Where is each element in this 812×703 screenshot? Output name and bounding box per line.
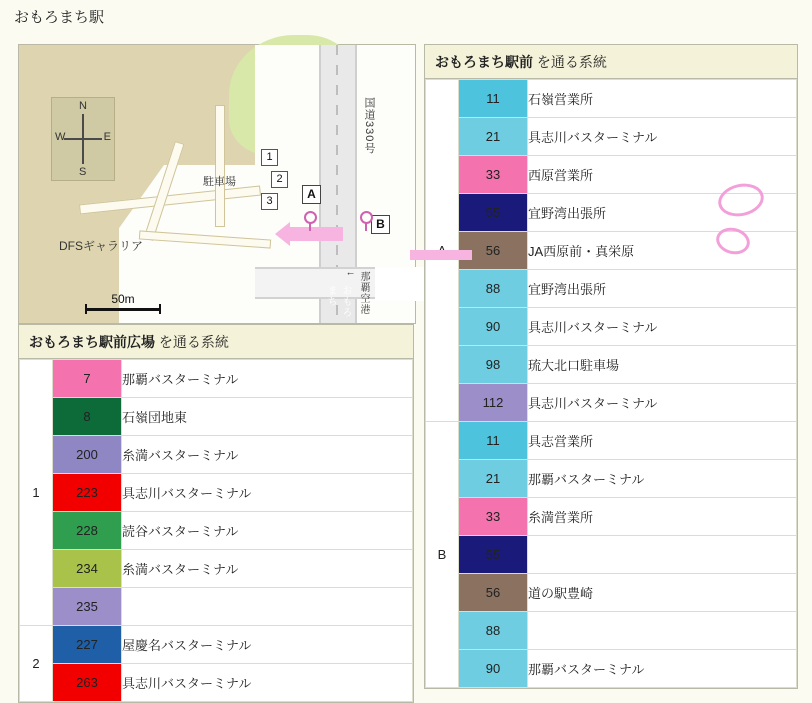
route-destination: 糸満バスターミナル (122, 436, 413, 474)
map-stop-marker-a[interactable]: A (302, 185, 321, 204)
route-destination: 具志川バスターミナル (122, 664, 413, 702)
route-number-badge[interactable]: 56 (459, 574, 528, 612)
map-scale-bar (85, 292, 161, 311)
table-row (20, 588, 413, 626)
panel-right-header-main: おもろまち駅前 (435, 54, 533, 70)
route-destination: 読谷バスターミナル (122, 512, 413, 550)
map-scale-label: 50m (111, 292, 135, 306)
route-destination: 西原営業所 (528, 156, 797, 194)
panel-left-header-suffix: を通る系統 (155, 334, 229, 350)
route-destination: 具志営業所 (528, 422, 797, 460)
map-stop-marker-b[interactable]: B (371, 215, 390, 234)
table-row (426, 422, 797, 460)
route-destination: 那覇バスターミナル (122, 360, 413, 398)
route-number-badge[interactable]: 21 (459, 460, 528, 498)
bus-stop-pin-icon (360, 211, 373, 224)
route-destination: 道の駅豊崎 (528, 574, 797, 612)
compass-rose (51, 97, 115, 181)
table-row (426, 80, 797, 118)
table-row (426, 346, 797, 384)
panel-left-header (19, 325, 413, 359)
route-number-badge[interactable]: 90 (459, 650, 528, 688)
table-row (426, 612, 797, 650)
route-destination: 石嶺団地東 (122, 398, 413, 436)
route-destination: JA西原前・真栄原 (528, 232, 797, 270)
route-number-badge[interactable]: 235 (53, 588, 122, 626)
route-number-badge[interactable]: 11 (459, 80, 528, 118)
route-number-badge[interactable]: 228 (53, 512, 122, 550)
table-row (426, 384, 797, 422)
map-label-naha-airport: 那覇空港 ↓ (345, 271, 369, 315)
route-number-badge[interactable]: 98 (459, 346, 528, 384)
route-number-badge[interactable]: 90 (459, 308, 528, 346)
map-label-parking: 駐車場 (203, 176, 236, 188)
table-row (426, 536, 797, 574)
table-row (20, 398, 413, 436)
panel-omoromachi-station-plaza (18, 324, 414, 703)
map-marker-3[interactable]: 3 (261, 193, 278, 210)
route-number-badge[interactable]: 88 (459, 270, 528, 308)
table-row (426, 270, 797, 308)
route-number-badge[interactable]: 227 (53, 626, 122, 664)
route-destination: 具志川バスターミナル (122, 474, 413, 512)
route-destination: 具志川バスターミナル (528, 118, 797, 156)
route-number-badge[interactable]: 234 (53, 550, 122, 588)
route-destination (528, 536, 797, 574)
table-row (426, 460, 797, 498)
route-destination: 具志川バスターミナル (528, 384, 797, 422)
table-row (20, 664, 413, 702)
route-group-label: 2 (20, 626, 53, 702)
compass-south-label: S (79, 166, 87, 178)
map-label-route-330: 国道330号 (363, 97, 375, 155)
panel-omoromachi-station-front (424, 44, 798, 689)
route-destination: 那覇バスターミナル (528, 650, 797, 688)
map-label-omoromachi: おもろまち (325, 285, 351, 318)
route-number-badge[interactable]: 88 (459, 612, 528, 650)
route-table-right (425, 79, 797, 688)
map-marker-2[interactable]: 2 (271, 171, 288, 188)
route-number-badge[interactable]: 263 (53, 664, 122, 702)
route-group-label: B (426, 422, 459, 688)
route-number-badge[interactable]: 112 (459, 384, 528, 422)
route-number-badge[interactable]: 11 (459, 422, 528, 460)
route-destination (122, 588, 413, 626)
table-row (20, 550, 413, 588)
table-row (20, 512, 413, 550)
panel-right-header (425, 45, 797, 79)
route-number-badge[interactable]: 200 (53, 436, 122, 474)
table-row (20, 360, 413, 398)
panel-left-header-main: おもろまち駅前広場 (29, 334, 155, 350)
compass-north-label: N (79, 100, 87, 112)
map-label-dfs: DFSギャラリア (59, 239, 144, 253)
map-panel[interactable] (18, 44, 416, 324)
table-row (20, 474, 413, 512)
route-destination: 琉大北口駐車場 (528, 346, 797, 384)
table-row (426, 118, 797, 156)
route-number-badge[interactable]: 21 (459, 118, 528, 156)
route-number-badge[interactable]: 55 (459, 536, 528, 574)
page-title: おもろまち駅 (14, 9, 105, 26)
table-row (426, 308, 797, 346)
table-row (20, 626, 413, 664)
route-destination: 具志川バスターミナル (528, 308, 797, 346)
route-destination: 宜野湾出張所 (528, 270, 797, 308)
route-number-badge[interactable]: 223 (53, 474, 122, 512)
route-destination: 那覇バスターミナル (528, 460, 797, 498)
route-number-badge[interactable]: 55 (459, 194, 528, 232)
table-row (426, 574, 797, 612)
compass-west-label: W (55, 131, 66, 143)
panel-right-header-suffix: を通る系統 (533, 54, 607, 70)
route-number-badge[interactable]: 8 (53, 398, 122, 436)
route-destination: 宜野湾出張所 (528, 194, 797, 232)
map-minor-road (215, 105, 225, 227)
route-destination: 屋慶名バスターミナル (122, 626, 413, 664)
table-row (20, 436, 413, 474)
table-row (426, 498, 797, 536)
compass-east-label: E (103, 131, 111, 143)
table-row (426, 650, 797, 688)
route-number-badge[interactable]: 33 (459, 156, 528, 194)
map-highlight-arrow (289, 227, 343, 241)
route-number-badge[interactable]: 33 (459, 498, 528, 536)
route-destination (528, 612, 797, 650)
route-destination: 糸満営業所 (528, 498, 797, 536)
route-table-left (19, 359, 413, 702)
route-destination: 石嶺営業所 (528, 80, 797, 118)
map-to-table-connector (410, 250, 472, 260)
route-group-label: 1 (20, 360, 53, 626)
map-marker-1[interactable]: 1 (261, 149, 278, 166)
bus-stop-pin-icon (304, 211, 317, 224)
route-number-badge[interactable]: 56 (459, 232, 528, 270)
route-destination: 糸満バスターミナル (122, 550, 413, 588)
route-number-badge[interactable]: 7 (53, 360, 122, 398)
